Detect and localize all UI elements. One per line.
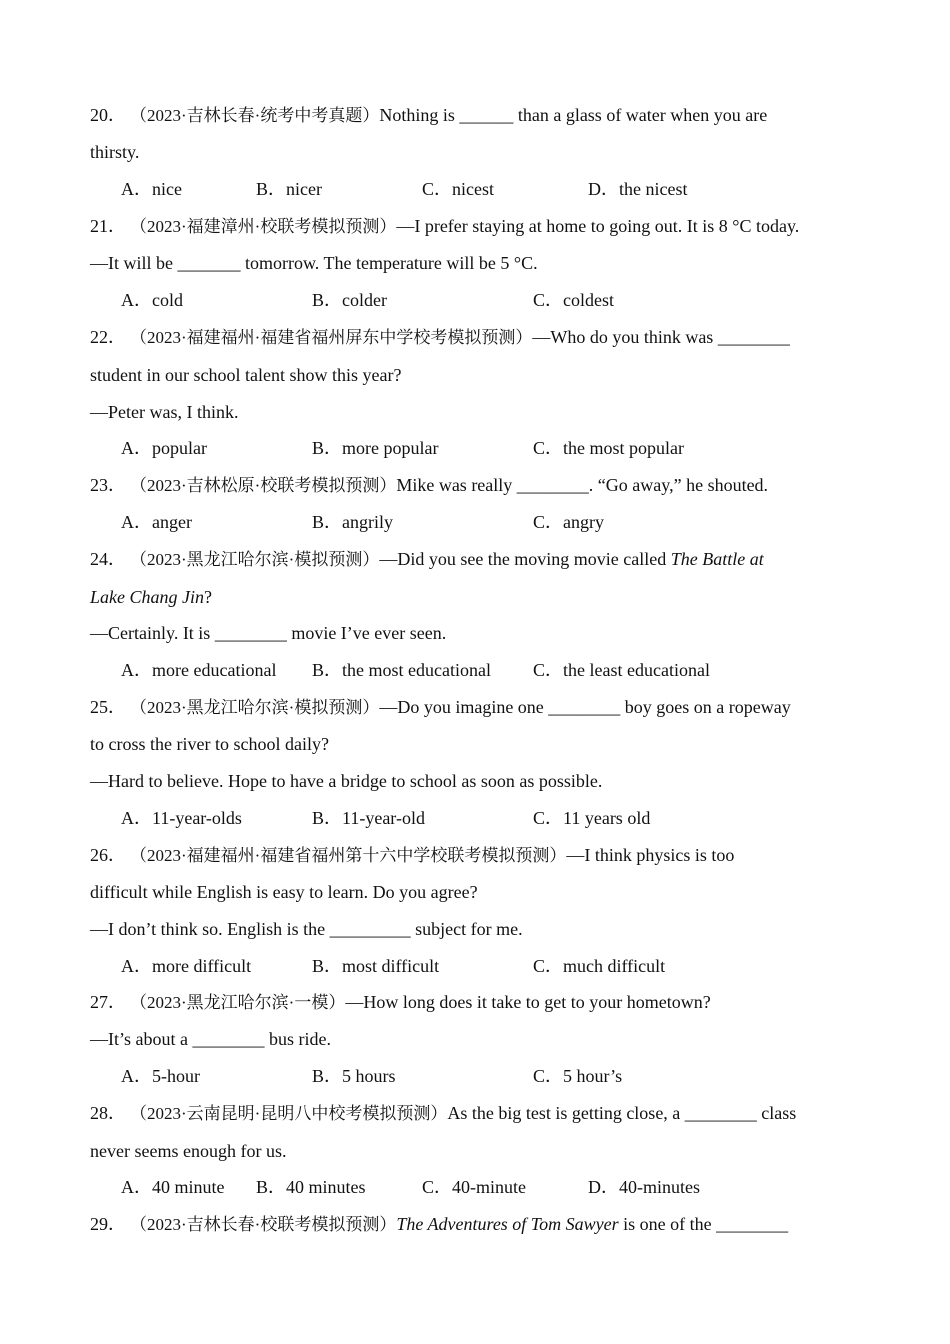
question-mark: ? <box>204 587 212 607</box>
question-22 <box>90 326 790 349</box>
question-number: 20． <box>90 105 126 125</box>
option-a: A．5-hour <box>121 1066 200 1086</box>
option-b: B．angrily <box>312 512 393 532</box>
question-23 <box>90 474 768 497</box>
option-c: C．40-minute <box>422 1177 526 1197</box>
option-c: C．the most popular <box>533 438 684 458</box>
question-26 <box>90 844 734 867</box>
question-source: （2023·福建福州·福建省福州第十六中学校联考模拟预测） <box>130 846 567 865</box>
question-stem: Nothing is ______ than a glass of water when you are <box>379 105 768 125</box>
question-source: （2023·吉林长春·校联考模拟预测） <box>130 1215 397 1234</box>
question-stem-continued: never seems enough for us. <box>90 1141 287 1161</box>
option-a: A．11-year-olds <box>121 808 242 828</box>
question-stem: —Did you see the moving movie called <box>379 549 671 569</box>
option-b: B．more popular <box>312 438 439 458</box>
question-number: 29． <box>90 1214 126 1234</box>
dialogue-line: —Certainly. It is ________ movie I’ve ever seen. <box>90 623 447 643</box>
book-title: The Adventures of Tom Sawyer <box>396 1214 619 1234</box>
question-28 <box>90 1102 796 1125</box>
question-number: 25． <box>90 697 126 717</box>
question-source: （2023·黑龙江哈尔滨·模拟预测） <box>130 550 380 569</box>
option-d: D．the nicest <box>588 179 688 199</box>
question-stem: —Do you imagine one ________ boy goes on a ropeway <box>379 697 791 717</box>
question-stem-continued: student in our school talent show this year? <box>90 365 402 385</box>
question-source: （2023·云南昆明·昆明八中校考模拟预测） <box>130 1104 448 1123</box>
question-stem-continued <box>90 586 212 608</box>
question-source: （2023·吉林松原·校联考模拟预测） <box>130 476 397 495</box>
option-a: A．40 minute <box>121 1177 225 1197</box>
option-b: B．11-year-old <box>312 808 425 828</box>
dialogue-line: —It will be _______ tomorrow. The temperature will be 5 °C. <box>90 253 538 273</box>
option-d: D．40-minutes <box>588 1177 700 1197</box>
question-number: 22． <box>90 327 126 347</box>
question-number: 21． <box>90 216 126 236</box>
question-stem: —How long does it take to get to your hometown? <box>345 992 711 1012</box>
option-a: A．popular <box>121 438 207 458</box>
option-a: A．cold <box>121 290 183 310</box>
question-number: 23． <box>90 475 126 495</box>
question-source: （2023·黑龙江哈尔滨·模拟预测） <box>130 698 380 717</box>
option-a: A．nice <box>121 179 182 199</box>
option-c: C．much difficult <box>533 956 666 976</box>
option-b: B．40 minutes <box>256 1177 366 1197</box>
question-25 <box>90 696 791 719</box>
question-stem: As the big test is getting close, a ________ class <box>447 1103 797 1123</box>
option-c: C．11 years old <box>533 808 651 828</box>
question-27 <box>90 991 711 1014</box>
question-stem-continued: thirsty. <box>90 142 140 162</box>
dialogue-line: —I don’t think so. English is the _________ subject for me. <box>90 919 523 939</box>
question-stem: Mike was really ________. “Go away,” he shouted. <box>396 475 769 495</box>
question-source: （2023·福建漳州·校联考模拟预测） <box>130 217 397 236</box>
movie-title-continued: Lake Chang Jin <box>90 587 204 607</box>
question-stem: —I prefer staying at home to going out. It is 8 °C today. <box>396 216 800 236</box>
question-number: 28． <box>90 1103 126 1123</box>
option-b: B．most difficult <box>312 956 440 976</box>
question-stem: —I think physics is too <box>566 845 735 865</box>
question-source: （2023·吉林长春·统考中考真题） <box>130 106 380 125</box>
dialogue-line: —It’s about a ________ bus ride. <box>90 1029 331 1049</box>
question-source: （2023·黑龙江哈尔滨·一模） <box>130 993 346 1012</box>
option-a: A．anger <box>121 512 192 532</box>
option-c: C．nicest <box>422 179 494 199</box>
question-source: （2023·福建福州·福建省福州屏东中学校考模拟预测） <box>130 328 533 347</box>
question-number: 27． <box>90 992 126 1012</box>
question-number: 24． <box>90 549 126 569</box>
option-c: C．the least educational <box>533 660 710 680</box>
option-c: C．coldest <box>533 290 614 310</box>
option-b: B．the most educational <box>312 660 491 680</box>
option-a: A．more difficult <box>121 956 252 976</box>
option-b: B．nicer <box>256 179 322 199</box>
dialogue-line: —Hard to believe. Hope to have a bridge to school as soon as possible. <box>90 771 603 791</box>
option-b: B．colder <box>312 290 387 310</box>
question-number: 26． <box>90 845 126 865</box>
dialogue-line: —Peter was, I think. <box>90 402 239 422</box>
option-c: C．5 hour’s <box>533 1066 623 1086</box>
option-a: A．more educational <box>121 660 277 680</box>
question-stem-continued: to cross the river to school daily? <box>90 734 329 754</box>
question-stem-continued: difficult while English is easy to learn. Do you agree? <box>90 882 478 902</box>
movie-title: The Battle at <box>670 549 764 569</box>
question-20 <box>90 104 767 127</box>
question-24 <box>90 548 764 571</box>
question-21 <box>90 215 799 238</box>
question-stem: is one of the ________ <box>618 1214 789 1234</box>
option-c: C．angry <box>533 512 604 532</box>
option-b: B．5 hours <box>312 1066 396 1086</box>
question-stem: —Who do you think was ________ <box>532 327 790 347</box>
question-29 <box>90 1213 788 1236</box>
